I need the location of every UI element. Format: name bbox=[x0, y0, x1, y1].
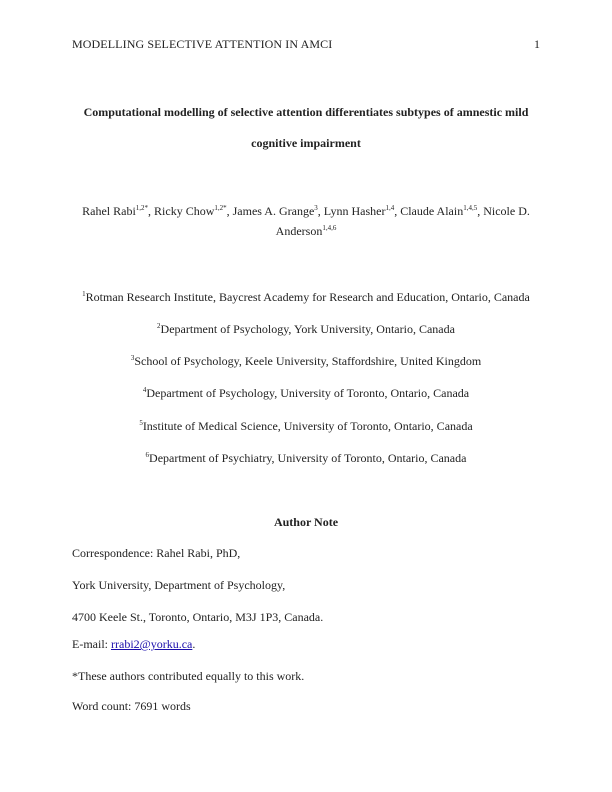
author-affiliation-marker: 1,2* bbox=[214, 204, 227, 212]
author-affiliation-marker: 3 bbox=[314, 204, 318, 212]
author-affiliation-marker: 1,4,5 bbox=[463, 204, 478, 212]
affiliation-4 bbox=[72, 386, 540, 401]
affiliation-1 bbox=[72, 290, 540, 305]
equal-contribution-note: *These authors contributed equally to this work. bbox=[72, 669, 305, 683]
author-affiliation-marker: 1,4,6 bbox=[322, 224, 337, 232]
email-link[interactable]: rrabi2@yorku.ca bbox=[111, 637, 193, 651]
affiliation-text: Department of Psychology, University of Toronto, Ontario, Canada bbox=[146, 386, 470, 400]
author-name: Lynn Hasher bbox=[323, 204, 386, 218]
author-name: Ricky Chow bbox=[154, 204, 215, 218]
affiliation-marker: 1 bbox=[82, 290, 86, 298]
affiliation-text: Department of Psychology, York University, Ontario, Canada bbox=[160, 322, 455, 336]
author-name: Claude Alain bbox=[400, 204, 464, 218]
author-affiliation-marker: 1,4 bbox=[385, 204, 395, 212]
page-number: 1 bbox=[534, 37, 540, 51]
running-head: MODELLING SELECTIVE ATTENTION IN AMCI bbox=[72, 37, 333, 51]
author-name: Nicole D. Anderson bbox=[275, 204, 530, 238]
affiliation-2 bbox=[72, 322, 540, 337]
email-suffix: . bbox=[192, 637, 196, 651]
email-label: E-mail: bbox=[72, 637, 111, 651]
correspondence-line: Correspondence: Rahel Rabi, PhD, bbox=[72, 546, 241, 560]
institution-line: York University, Department of Psychology, bbox=[72, 578, 286, 592]
affiliation-text: Rotman Research Institute, Baycrest Academy for Research and Education, Ontario, Canada bbox=[85, 290, 530, 304]
affiliation-marker: 3 bbox=[130, 354, 135, 362]
author-affiliation-marker: 1,2* bbox=[135, 204, 149, 212]
affiliation-marker: 2 bbox=[157, 322, 161, 330]
paper-title-line-1: Computational modelling of selective attention differentiates subtypes of amnestic mild bbox=[83, 105, 529, 119]
address-line: 4700 Keele St., Toronto, Ontario, M3J 1P3, Canada. bbox=[72, 610, 324, 624]
author-name: James A. Grange bbox=[232, 204, 315, 218]
affiliation-text: Institute of Medical Science, University of Toronto, Ontario, Canada bbox=[142, 419, 473, 433]
word-count: Word count: 7691 words bbox=[72, 699, 191, 713]
email-line bbox=[72, 637, 195, 652]
author-note-heading: Author Note bbox=[273, 515, 339, 529]
affiliation-text: Department of Psychiatry, University of Toronto, Ontario, Canada bbox=[149, 451, 467, 465]
affiliation-6 bbox=[72, 451, 540, 466]
affiliation-5 bbox=[72, 419, 540, 434]
affiliation-marker: 5 bbox=[139, 419, 143, 427]
affiliation-marker: 4 bbox=[142, 386, 147, 394]
author-list: Rahel Rabi$^{1,2*}$, Ricky Chow$^{1,2*}$, James A. Grange$^3$, Lynn Hasher$^{1,4}$, Claude Alain$^{1,4,5}$, Nicole D. Anderson$^{1,4,6}$ bbox=[82, 204, 530, 238]
affiliation-text: School of Psychology, Keele University, Staffordshire, United Kingdom bbox=[134, 354, 482, 368]
author-name: Rahel Rabi bbox=[82, 204, 136, 218]
affiliation-3 bbox=[72, 354, 540, 369]
affiliation-marker: 6 bbox=[145, 451, 150, 459]
paper-title-line-2: cognitive impairment bbox=[251, 136, 361, 150]
